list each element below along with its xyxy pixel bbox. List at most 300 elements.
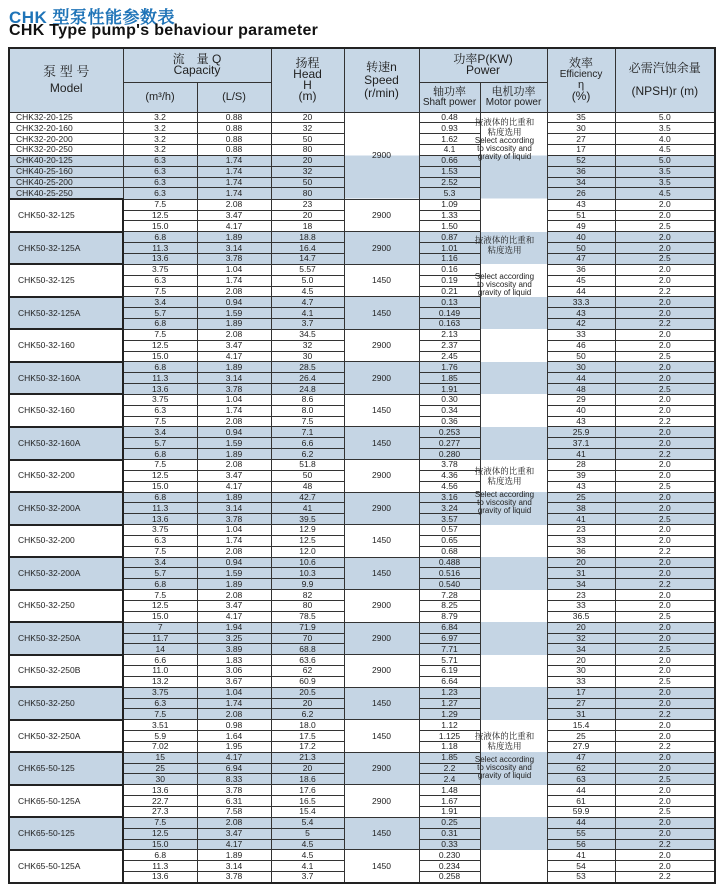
npsh-cell: 2.2 (615, 579, 715, 590)
head-cell: 20 (271, 698, 344, 709)
capacity-m3h-cell: 12.5 (123, 828, 197, 839)
head-cell: 6.2 (271, 449, 344, 460)
efficiency-cell: 33 (547, 600, 615, 611)
header-shaft-power (419, 82, 480, 112)
capacity-m3h-cell: 7.5 (123, 590, 197, 601)
capacity-ls-cell: 1.89 (197, 579, 271, 590)
shaft-power-cell: 1.85 (419, 373, 480, 384)
model-cell: CHK50-32-200 (9, 525, 123, 558)
capacity-m3h-cell: 6.3 (123, 166, 197, 177)
model-cell: CHK32-20-200 (9, 134, 123, 145)
capacity-ls-cell: 1.04 (197, 687, 271, 698)
capacity-m3h-cell: 11.3 (123, 373, 197, 384)
npsh-cell: 2.0 (615, 503, 715, 514)
npsh-cell: 2.0 (615, 600, 715, 611)
capacity-ls-cell: 2.08 (197, 709, 271, 720)
head-cell: 4.7 (271, 297, 344, 308)
head-cell: 42.7 (271, 492, 344, 503)
capacity-ls-cell: 1.74 (197, 698, 271, 709)
efficiency-cell: 47 (547, 253, 615, 264)
header-head-cn: 扬程 (295, 56, 320, 71)
efficiency-cell: 17 (547, 687, 615, 698)
head-cell: 41 (271, 503, 344, 514)
npsh-cell: 2.0 (615, 698, 715, 709)
motor-note-en: Select according to viscosity and gravity of liquid (474, 136, 535, 161)
head-cell: 12.5 (271, 535, 344, 546)
npsh-cell: 2.5 (615, 514, 715, 525)
table-row (9, 752, 715, 763)
capacity-m3h-cell: 3.2 (123, 112, 197, 123)
npsh-cell: 2.0 (615, 828, 715, 839)
capacity-m3h-cell: 6.3 (123, 535, 197, 546)
shaft-power-cell: 0.253 (419, 427, 480, 438)
table-row (9, 850, 715, 861)
capacity-ls-cell: 1.89 (197, 362, 271, 373)
shaft-power-cell: 1.50 (419, 221, 480, 232)
efficiency-cell: 38 (547, 503, 615, 514)
efficiency-cell: 61 (547, 796, 615, 807)
head-cell: 32 (271, 340, 344, 351)
npsh-cell: 2.0 (615, 492, 715, 503)
shaft-power-cell: 4.36 (419, 470, 480, 481)
model-cell: CHK65-50-125 (9, 752, 123, 785)
table-row (9, 622, 715, 633)
head-cell: 10.3 (271, 568, 344, 579)
capacity-m3h-cell: 3.75 (123, 264, 197, 275)
head-cell: 12.0 (271, 546, 344, 557)
motor-power-cell (480, 817, 547, 850)
capacity-m3h-cell: 11.3 (123, 503, 197, 514)
npsh-cell: 2.0 (615, 394, 715, 405)
title-en: CHK Type pump's behaviour parameter (9, 22, 319, 39)
head-cell: 8.6 (271, 394, 344, 405)
capacity-ls-cell: 0.94 (197, 557, 271, 568)
capacity-ls-cell: 1.64 (197, 731, 271, 742)
model-cell: CHK40-20-125 (9, 155, 123, 166)
speed-cell: 2900 (344, 329, 419, 362)
npsh-cell: 2.0 (615, 655, 715, 666)
shaft-power-cell: 0.93 (419, 123, 480, 134)
shaft-power-cell: 2.2 (419, 763, 480, 774)
head-cell: 21.3 (271, 752, 344, 763)
efficiency-cell: 45 (547, 275, 615, 286)
header-eff-unit: (%) (571, 89, 591, 104)
efficiency-cell: 32 (547, 633, 615, 644)
header-power-en: Power (466, 63, 501, 78)
capacity-ls-cell: 0.98 (197, 720, 271, 731)
capacity-ls-cell: 1.74 (197, 405, 271, 416)
npsh-cell: 2.0 (615, 373, 715, 384)
capacity-m3h-cell: 3.75 (123, 687, 197, 698)
capacity-ls-cell: 3.47 (197, 210, 271, 221)
npsh-cell: 2.0 (615, 275, 715, 286)
efficiency-cell: 43 (547, 416, 615, 427)
capacity-m3h-cell: 6.3 (123, 405, 197, 416)
capacity-ls-cell: 1.95 (197, 741, 271, 752)
head-cell: 80 (271, 145, 344, 156)
shaft-power-cell: 6.97 (419, 633, 480, 644)
motor-power-cell (480, 329, 547, 362)
model-cell: CHK50-32-160 (9, 394, 123, 427)
capacity-ls-cell: 0.88 (197, 145, 271, 156)
head-cell: 12.9 (271, 525, 344, 536)
capacity-m3h-cell: 3.4 (123, 427, 197, 438)
capacity-ls-cell: 1.04 (197, 525, 271, 536)
header-eff-en: Efficiency (559, 69, 603, 81)
head-cell: 71.9 (271, 622, 344, 633)
npsh-cell: 2.5 (615, 611, 715, 622)
shaft-power-cell: 1.91 (419, 807, 480, 818)
motor-power-note (471, 117, 538, 161)
shaft-power-cell: 3.78 (419, 460, 480, 471)
head-cell: 5.4 (271, 817, 344, 828)
header-speed-cn: 转速n (366, 59, 397, 74)
efficiency-cell: 56 (547, 839, 615, 850)
efficiency-cell: 44 (547, 373, 615, 384)
efficiency-cell: 30 (547, 362, 615, 373)
motor-power-note (471, 235, 538, 297)
model-cell: CHK50-32-160A (9, 427, 123, 460)
speed-cell: 2900 (344, 199, 419, 232)
capacity-ls-cell: 1.74 (197, 155, 271, 166)
shaft-power-cell: 0.31 (419, 828, 480, 839)
speed-cell: 2900 (344, 362, 419, 395)
efficiency-cell: 43 (547, 308, 615, 319)
npsh-cell: 2.0 (615, 232, 715, 243)
capacity-m3h-cell: 7.5 (123, 286, 197, 297)
npsh-cell: 2.2 (615, 546, 715, 557)
efficiency-cell: 54 (547, 861, 615, 872)
head-cell: 50 (271, 134, 344, 145)
shaft-power-cell: 5.3 (419, 188, 480, 199)
head-cell: 51.8 (271, 460, 344, 471)
efficiency-cell: 63 (547, 774, 615, 785)
capacity-m3h-cell: 7.5 (123, 546, 197, 557)
pump-parameter-table-container (8, 47, 714, 884)
shaft-power-cell: 0.488 (419, 557, 480, 568)
capacity-m3h-cell: 13.6 (123, 514, 197, 525)
npsh-cell: 2.0 (615, 590, 715, 601)
efficiency-cell: 44 (547, 817, 615, 828)
head-cell: 7.1 (271, 427, 344, 438)
npsh-cell: 2.5 (615, 644, 715, 655)
efficiency-cell: 15.4 (547, 720, 615, 731)
efficiency-cell: 39 (547, 470, 615, 481)
capacity-m3h-cell: 13.6 (123, 253, 197, 264)
model-cell: CHK40-25-160 (9, 166, 123, 177)
npsh-cell: 2.2 (615, 319, 715, 330)
shaft-power-cell: 4.1 (419, 145, 480, 156)
head-cell: 17.2 (271, 741, 344, 752)
shaft-power-cell: 0.234 (419, 861, 480, 872)
capacity-ls-cell: 1.74 (197, 166, 271, 177)
capacity-m3h-cell: 7.5 (123, 329, 197, 340)
shaft-power-cell: 8.25 (419, 600, 480, 611)
motor-power-note (471, 466, 538, 515)
npsh-cell: 3.5 (615, 123, 715, 134)
head-cell: 18.6 (271, 774, 344, 785)
model-cell: CHK50-32-125A (9, 232, 123, 265)
head-cell: 4.5 (271, 850, 344, 861)
head-cell: 32 (271, 123, 344, 134)
capacity-m3h-cell: 7.5 (123, 199, 197, 210)
capacity-m3h-cell: 14 (123, 644, 197, 655)
efficiency-cell: 27 (547, 134, 615, 145)
shaft-power-cell: 1.125 (419, 731, 480, 742)
capacity-m3h-cell: 15.0 (123, 221, 197, 232)
head-cell: 30 (271, 351, 344, 362)
efficiency-cell: 31 (547, 709, 615, 720)
efficiency-cell: 41 (547, 449, 615, 460)
npsh-cell: 2.5 (615, 384, 715, 395)
head-cell: 4.5 (271, 839, 344, 850)
capacity-m3h-cell: 15.0 (123, 839, 197, 850)
capacity-ls-cell: 3.14 (197, 243, 271, 254)
capacity-m3h-cell: 7.5 (123, 416, 197, 427)
efficiency-cell: 20 (547, 557, 615, 568)
efficiency-cell: 46 (547, 340, 615, 351)
npsh-cell: 5.0 (615, 112, 715, 123)
capacity-ls-cell: 2.08 (197, 460, 271, 471)
capacity-m3h-cell: 7 (123, 622, 197, 633)
capacity-ls-cell: 2.08 (197, 199, 271, 210)
head-cell: 23 (271, 199, 344, 210)
motor-power-cell (480, 525, 547, 558)
head-cell: 5.57 (271, 264, 344, 275)
speed-cell: 2900 (344, 622, 419, 655)
shaft-power-cell: 0.230 (419, 850, 480, 861)
npsh-cell: 2.0 (615, 731, 715, 742)
shaft-power-cell: 0.48 (419, 112, 480, 123)
capacity-m3h-cell: 13.2 (123, 676, 197, 687)
head-cell: 50 (271, 177, 344, 188)
title-cn: CHK 型泵性能参数表 (9, 8, 176, 27)
table-row (9, 557, 715, 568)
npsh-cell: 2.5 (615, 221, 715, 232)
model-cell: CHK50-32-200A (9, 492, 123, 525)
capacity-m3h-cell: 6.3 (123, 275, 197, 286)
npsh-cell: 2.0 (615, 243, 715, 254)
npsh-cell: 2.0 (615, 557, 715, 568)
shaft-power-cell: 0.540 (419, 579, 480, 590)
model-cell: CHK40-25-200 (9, 177, 123, 188)
capacity-ls-cell: 3.14 (197, 373, 271, 384)
model-cell: CHK50-32-250B (9, 655, 123, 688)
model-cell: CHK50-32-200A (9, 557, 123, 590)
capacity-m3h-cell: 6.8 (123, 232, 197, 243)
head-cell: 32 (271, 166, 344, 177)
npsh-cell: 2.0 (615, 622, 715, 633)
speed-cell: 1450 (344, 297, 419, 330)
header-capacity (123, 48, 271, 82)
capacity-m3h-cell: 22.7 (123, 796, 197, 807)
npsh-cell: 2.0 (615, 817, 715, 828)
npsh-cell: 2.0 (615, 329, 715, 340)
model-cell: CHK50-32-160A (9, 362, 123, 395)
model-cell: CHK50-32-250A (9, 622, 123, 655)
capacity-ls-cell: 1.89 (197, 319, 271, 330)
head-cell: 6.2 (271, 709, 344, 720)
npsh-cell: 2.0 (615, 752, 715, 763)
shaft-power-cell: 0.65 (419, 535, 480, 546)
table-row (9, 590, 715, 601)
table-row (9, 492, 715, 503)
npsh-cell: 2.2 (615, 741, 715, 752)
capacity-m3h-cell: 30 (123, 774, 197, 785)
shaft-power-cell: 1.23 (419, 687, 480, 698)
shaft-power-cell: 1.18 (419, 741, 480, 752)
header-model-en: Model (49, 81, 83, 96)
header-motor-cn: 电机功率 (491, 86, 536, 98)
shaft-power-cell: 0.87 (419, 232, 480, 243)
shaft-power-cell: 0.21 (419, 286, 480, 297)
npsh-cell: 2.2 (615, 709, 715, 720)
efficiency-cell: 25 (547, 731, 615, 742)
efficiency-cell: 20 (547, 622, 615, 633)
capacity-m3h-cell: 11.3 (123, 243, 197, 254)
model-cell: CHK50-32-125 (9, 264, 123, 297)
npsh-cell: 3.5 (615, 177, 715, 188)
npsh-cell: 2.0 (615, 535, 715, 546)
model-cell: CHK50-32-250 (9, 687, 123, 720)
capacity-m3h-cell: 6.8 (123, 449, 197, 460)
efficiency-cell: 25.9 (547, 427, 615, 438)
speed-cell: 1450 (344, 394, 419, 427)
shaft-power-cell: 7.28 (419, 590, 480, 601)
header-head-en: Head (293, 67, 322, 82)
capacity-ls-cell: 6.31 (197, 796, 271, 807)
table-row (9, 232, 715, 243)
header-eff-symbol: η (577, 79, 585, 92)
npsh-cell: 2.0 (615, 438, 715, 449)
capacity-m3h-cell: 11.0 (123, 666, 197, 677)
motor-power-cell (480, 362, 547, 395)
shaft-power-cell: 0.13 (419, 297, 480, 308)
capacity-ls-cell: 2.08 (197, 817, 271, 828)
capacity-ls-cell: 3.47 (197, 470, 271, 481)
head-cell: 4.5 (271, 286, 344, 297)
efficiency-cell: 55 (547, 828, 615, 839)
head-cell: 4.1 (271, 308, 344, 319)
capacity-m3h-cell: 27.3 (123, 807, 197, 818)
capacity-m3h-cell: 12.5 (123, 600, 197, 611)
shaft-power-cell: 1.76 (419, 362, 480, 373)
head-cell: 16.4 (271, 243, 344, 254)
shaft-power-cell: 0.277 (419, 438, 480, 449)
capacity-m3h-cell: 12.5 (123, 470, 197, 481)
motor-power-cell (480, 850, 547, 883)
efficiency-cell: 34 (547, 644, 615, 655)
capacity-ls-cell: 3.14 (197, 861, 271, 872)
efficiency-cell: 30 (547, 666, 615, 677)
capacity-m3h-cell: 3.4 (123, 297, 197, 308)
speed-cell: 2900 (344, 590, 419, 623)
head-cell: 24.8 (271, 384, 344, 395)
shaft-power-cell: 1.33 (419, 210, 480, 221)
model-cell: CHK65-50-125A (9, 850, 123, 883)
capacity-m3h-cell: 3.2 (123, 134, 197, 145)
capacity-ls-cell: 1.89 (197, 492, 271, 503)
header-eff-cn: 效率 (569, 56, 594, 71)
efficiency-cell: 53 (547, 872, 615, 883)
capacity-m3h-cell: 25 (123, 763, 197, 774)
motor-note-en: Select according to viscosity and gravity of liquid (474, 755, 535, 780)
shaft-power-cell: 0.25 (419, 817, 480, 828)
capacity-ls-cell: 3.14 (197, 503, 271, 514)
efficiency-cell: 43 (547, 481, 615, 492)
capacity-ls-cell: 1.59 (197, 568, 271, 579)
capacity-ls-cell: 1.59 (197, 308, 271, 319)
head-cell: 34.5 (271, 329, 344, 340)
shaft-power-cell: 0.280 (419, 449, 480, 460)
efficiency-cell: 28 (547, 460, 615, 471)
capacity-ls-cell: 2.08 (197, 416, 271, 427)
efficiency-cell: 40 (547, 405, 615, 416)
head-cell: 5.0 (271, 275, 344, 286)
capacity-ls-cell: 1.89 (197, 449, 271, 460)
model-cell: CHK50-32-250A (9, 720, 123, 753)
shaft-power-cell: 0.33 (419, 839, 480, 850)
shaft-power-cell: 1.48 (419, 785, 480, 796)
speed-cell: 1450 (344, 557, 419, 590)
capacity-m3h-cell: 12.5 (123, 340, 197, 351)
shaft-power-cell: 0.34 (419, 405, 480, 416)
shaft-power-cell: 8.79 (419, 611, 480, 622)
capacity-ls-cell: 3.89 (197, 644, 271, 655)
capacity-m3h-cell: 13.6 (123, 872, 197, 883)
head-cell: 15.4 (271, 807, 344, 818)
efficiency-cell: 36 (547, 546, 615, 557)
capacity-m3h-cell: 3.2 (123, 123, 197, 134)
shaft-power-cell: 3.57 (419, 514, 480, 525)
capacity-m3h-cell: 6.8 (123, 362, 197, 373)
motor-power-cell (480, 297, 547, 330)
header-power (419, 48, 547, 82)
npsh-cell: 2.0 (615, 470, 715, 481)
shaft-power-cell: 1.09 (419, 199, 480, 210)
efficiency-cell: 20 (547, 655, 615, 666)
table-row (9, 720, 715, 731)
table-body (9, 112, 715, 883)
model-cell: CHK50-32-250 (9, 590, 123, 623)
efficiency-cell: 50 (547, 243, 615, 254)
head-cell: 18.8 (271, 232, 344, 243)
npsh-cell: 2.5 (615, 351, 715, 362)
capacity-ls-cell: 0.88 (197, 134, 271, 145)
table-row (9, 655, 715, 666)
head-cell: 16.5 (271, 796, 344, 807)
capacity-m3h-cell: 3.2 (123, 145, 197, 156)
head-cell: 20.5 (271, 687, 344, 698)
head-cell: 14.7 (271, 253, 344, 264)
shaft-power-cell: 0.258 (419, 872, 480, 883)
efficiency-cell: 26 (547, 188, 615, 199)
head-cell: 5 (271, 828, 344, 839)
npsh-cell: 2.0 (615, 666, 715, 677)
head-cell: 20 (271, 155, 344, 166)
capacity-ls-cell: 0.94 (197, 297, 271, 308)
capacity-m3h-cell: 6.3 (123, 698, 197, 709)
model-cell: CHK40-25-250 (9, 188, 123, 199)
head-cell: 3.7 (271, 319, 344, 330)
capacity-ls-cell: 2.08 (197, 590, 271, 601)
capacity-ls-cell: 3.78 (197, 253, 271, 264)
model-cell: CHK65-50-125A (9, 785, 123, 818)
efficiency-cell: 47 (547, 752, 615, 763)
npsh-cell: 2.0 (615, 525, 715, 536)
table-row (9, 460, 715, 471)
head-cell: 17.6 (271, 785, 344, 796)
